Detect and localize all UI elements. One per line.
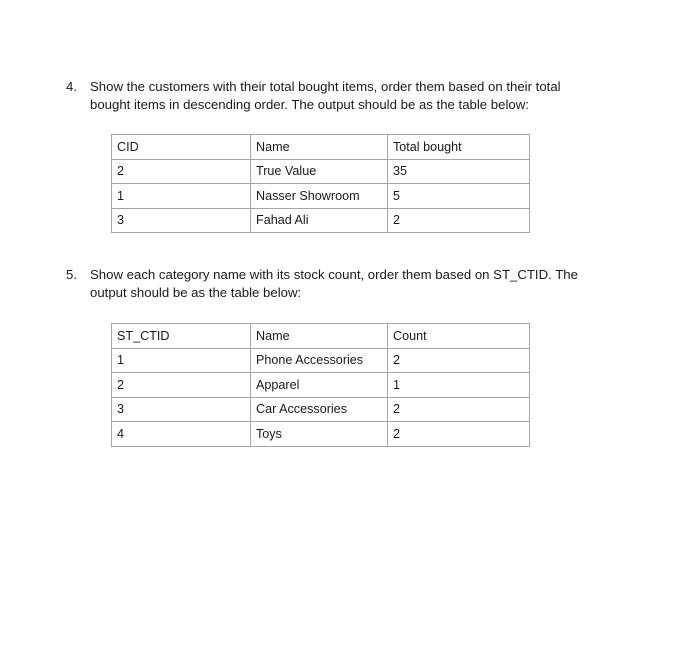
table-row — [112, 397, 530, 422]
cell-name: Car Accessories — [251, 397, 388, 422]
cell-cid: 3 — [112, 208, 251, 233]
question-4-line-1: Show the customers with their total bought items, order them based on their total — [90, 79, 561, 94]
table-row — [112, 348, 530, 373]
question-4-text — [90, 78, 586, 114]
question-5-number: 5. — [66, 267, 77, 282]
question-5-line-1: Show each category name with its stock count, order them based on ST_CTID. The — [90, 267, 578, 282]
table-header-row — [112, 135, 530, 160]
question-5-line-2: output should be as the table below: — [90, 285, 302, 300]
question-4 — [66, 78, 586, 114]
cell-total-bought: 5 — [388, 184, 530, 209]
header-cid: CID — [112, 135, 251, 160]
cell-name: Apparel — [251, 373, 388, 398]
cell-st-ctid: 2 — [112, 373, 251, 398]
table-row — [112, 208, 530, 233]
cell-count: 2 — [388, 422, 530, 447]
header-count: Count — [388, 324, 530, 349]
cell-name: Phone Accessories — [251, 348, 388, 373]
cell-cid: 2 — [112, 159, 251, 184]
cell-name: True Value — [251, 159, 388, 184]
header-name: Name — [251, 324, 388, 349]
table-row — [112, 422, 530, 447]
question-5-text — [90, 266, 586, 302]
customers-total-bought-table — [111, 134, 530, 233]
cell-st-ctid: 1 — [112, 348, 251, 373]
question-4-number: 4. — [66, 79, 77, 94]
category-stock-count-table — [111, 323, 530, 447]
header-st-ctid: ST_CTID — [112, 324, 251, 349]
header-total-bought: Total bought — [388, 135, 530, 160]
cell-name: Toys — [251, 422, 388, 447]
cell-cid: 1 — [112, 184, 251, 209]
question-4-line-2: bought items in descending order. The output should be as the table below: — [90, 97, 529, 112]
header-name: Name — [251, 135, 388, 160]
cell-count: 1 — [388, 373, 530, 398]
table-row — [112, 184, 530, 209]
cell-name: Fahad Ali — [251, 208, 388, 233]
cell-st-ctid: 4 — [112, 422, 251, 447]
cell-st-ctid: 3 — [112, 397, 251, 422]
table-row — [112, 373, 530, 398]
table-header-row — [112, 324, 530, 349]
cell-total-bought: 35 — [388, 159, 530, 184]
cell-count: 2 — [388, 348, 530, 373]
question-5 — [66, 266, 586, 302]
cell-name: Nasser Showroom — [251, 184, 388, 209]
cell-count: 2 — [388, 397, 530, 422]
table-row — [112, 159, 530, 184]
cell-total-bought: 2 — [388, 208, 530, 233]
